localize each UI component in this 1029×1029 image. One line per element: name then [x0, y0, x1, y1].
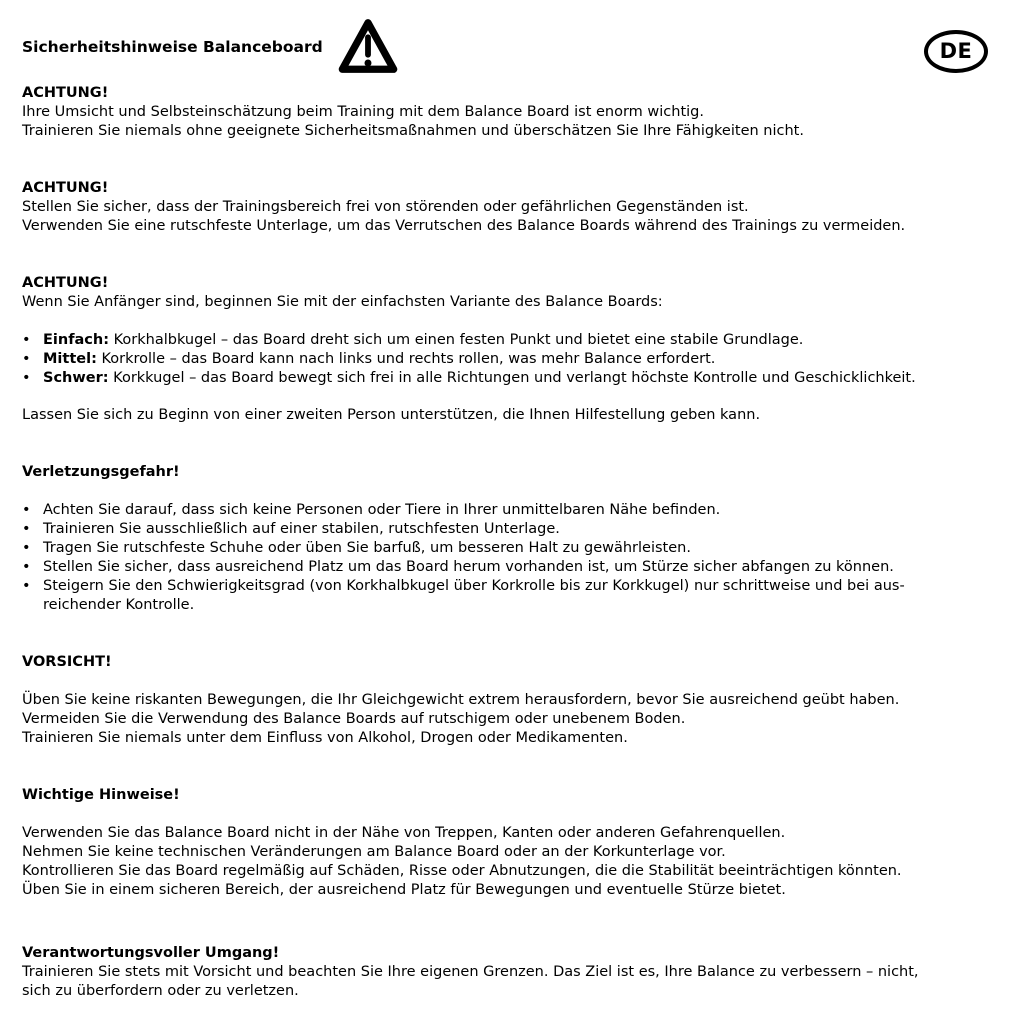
- difficulty-list: [22, 331, 999, 388]
- section-heading: ACHTUNG!: [22, 275, 109, 291]
- bullet-label: Einfach:: [43, 332, 110, 348]
- warning-triangle-icon: [337, 16, 399, 78]
- bullet-icon: •: [22, 540, 31, 556]
- list-item: [22, 558, 999, 577]
- list-item: [22, 520, 999, 539]
- body-line: Vermeiden Sie die Verwendung des Balance Boards auf rutschigem oder unebenem Boden.: [22, 711, 686, 727]
- body-line: Ihre Umsicht und Selbsteinschätzung beim Training mit dem Balance Board ist enorm wichtig.: [22, 104, 704, 120]
- bullet-icon: •: [22, 370, 31, 386]
- section-heading: ACHTUNG!: [22, 180, 109, 196]
- section-heading: Verantwortungsvoller Umgang!: [22, 945, 280, 961]
- body-line: Nehmen Sie keine technischen Veränderungen am Balance Board oder an der Korkunterlage vor.: [22, 844, 726, 860]
- bullet-text: Tragen Sie rutschfeste Schuhe oder üben Sie barfuß, um besseren Halt zu gewährleisten.: [43, 540, 691, 556]
- section-verantwortungsvoller-umgang: [22, 944, 999, 1001]
- bullet-text: Korkhalbkugel – das Board dreht sich um einen festen Punkt und bietet eine stabile Grundlage.: [113, 332, 804, 348]
- section-verletzungsgefahr: [22, 463, 999, 615]
- bullet-text: Stellen Sie sicher, dass ausreichend Platz um das Board herum vorhanden ist, um Stürze sicher abfangen zu können.: [43, 559, 894, 575]
- bullet-label: Schwer:: [43, 370, 109, 386]
- section-achtung-1: [22, 84, 999, 141]
- body-line: Trainieren Sie stets mit Vorsicht und beachten Sie Ihre eigenen Grenzen. Das Ziel ist es, Ihre Balance zu verbessern – nicht,: [22, 964, 919, 980]
- bullet-icon: •: [22, 559, 31, 575]
- document-header: [22, 16, 999, 78]
- body-line: Stellen Sie sicher, dass der Trainingsbereich frei von störenden oder gefährlichen Gegenständen ist.: [22, 199, 749, 215]
- bullet-icon: •: [22, 578, 31, 594]
- bullet-text: Korkkugel – das Board bewegt sich frei in alle Richtungen und verlangt höchste Kontrolle und Geschicklichkeit.: [113, 370, 916, 386]
- section-wichtige-hinweise: [22, 786, 999, 900]
- section-heading: VORSICHT!: [22, 654, 112, 670]
- bullet-icon: •: [22, 351, 31, 367]
- bullet-content: [43, 331, 803, 350]
- list-item: [22, 501, 999, 520]
- danger-list: [22, 501, 999, 615]
- body-line: Üben Sie keine riskanten Bewegungen, die Ihr Gleichgewicht extrem herausfordern, bevor Sie ausreichend geübt haben.: [22, 692, 900, 708]
- bullet-icon: •: [22, 521, 31, 537]
- bullet-text-line: reichender Kontrolle.: [43, 597, 195, 613]
- body-line: Üben Sie in einem sicheren Bereich, der ausreichend Platz für Bewegungen und eventuelle Stürze bietet.: [22, 882, 786, 898]
- section-heading: Verletzungsgefahr!: [22, 464, 180, 480]
- body-line: Trainieren Sie niemals unter dem Einfluss von Alkohol, Drogen oder Medikamenten.: [22, 730, 628, 746]
- bullet-content: [43, 369, 916, 388]
- bullet-content: [43, 350, 715, 369]
- body-line: Verwenden Sie eine rutschfeste Unterlage, um das Verrutschen des Balance Boards während des Trainings zu vermeiden.: [22, 218, 906, 234]
- list-item: [22, 539, 999, 558]
- bullet-icon: •: [22, 332, 31, 348]
- body-line: Verwenden Sie das Balance Board nicht in der Nähe von Treppen, Kanten oder anderen Gefahrenquellen.: [22, 825, 786, 841]
- bullet-label: Mittel:: [43, 351, 97, 367]
- bullet-content: [43, 577, 905, 615]
- language-badge: DE: [924, 30, 988, 73]
- section-heading: Wichtige Hinweise!: [22, 787, 180, 803]
- list-item-schwer: [22, 369, 999, 388]
- bullet-text-line: Steigern Sie den Schwierigkeitsgrad (von Korkhalbkugel über Korkrolle bis zur Korkkugel) nur schrittweise und bei aus-: [43, 578, 905, 594]
- body-line: sich zu überfordern oder zu verletzen.: [22, 983, 299, 999]
- section-achtung-3: [22, 274, 999, 425]
- section-heading: ACHTUNG!: [22, 85, 109, 101]
- bullet-text: Trainieren Sie ausschließlich auf einer stabilen, rutschfesten Unterlage.: [43, 521, 560, 537]
- section-achtung-2: [22, 179, 999, 236]
- body-line: Lassen Sie sich zu Beginn von einer zweiten Person unterstützen, die Ihnen Hilfestellung geben kann.: [22, 407, 761, 423]
- list-item: [22, 577, 999, 615]
- bullet-text: Korkrolle – das Board kann nach links und rechts rollen, was mehr Balance erfordert.: [101, 351, 716, 367]
- body-line: Wenn Sie Anfänger sind, beginnen Sie mit der einfachsten Variante des Balance Boards:: [22, 294, 663, 310]
- section-vorsicht: [22, 653, 999, 748]
- bullet-icon: •: [22, 502, 31, 518]
- body-line: Kontrollieren Sie das Board regelmäßig auf Schäden, Risse oder Abnutzungen, die die Stabilität beeinträchtigen könnten.: [22, 863, 902, 879]
- body-line: Trainieren Sie niemals ohne geeignete Sicherheitsmaßnahmen und überschätzen Sie Ihre Fähigkeiten nicht.: [22, 123, 804, 139]
- bullet-text: Achten Sie darauf, dass sich keine Personen oder Tiere in Ihrer unmittelbaren Nähe befinden.: [43, 502, 721, 518]
- list-item-einfach: [22, 331, 999, 350]
- list-item-mittel: [22, 350, 999, 369]
- page-title: Sicherheitshinweise Balanceboard: [22, 37, 323, 56]
